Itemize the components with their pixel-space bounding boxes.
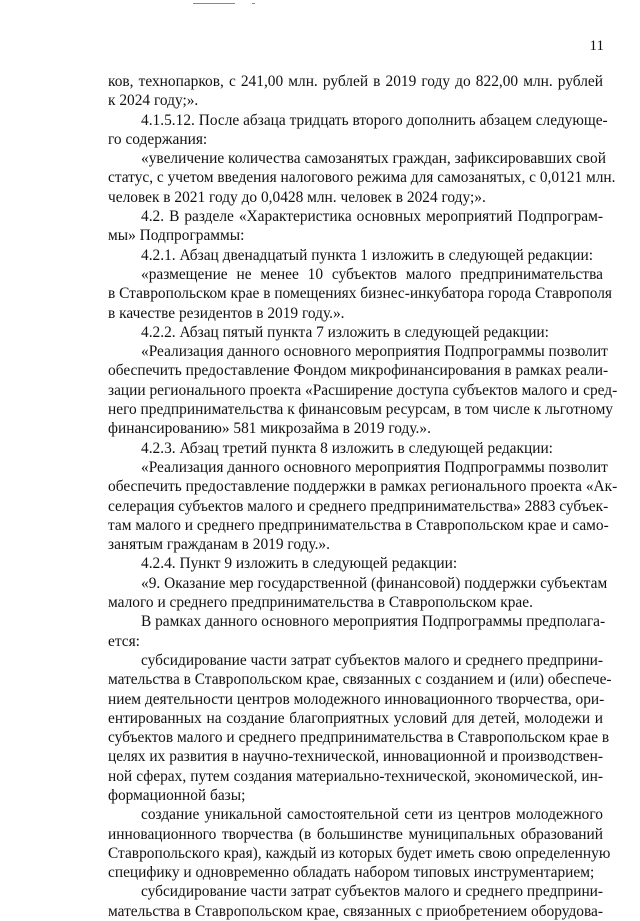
text-line: ется: [108,632,140,650]
scan-artifact [252,3,255,4]
text-line: малого и среднего предпринимательства в Ставропольском крае. [108,594,533,612]
text-line: инновационного творчества (в большинстве муниципальных образований [108,825,603,843]
text-line: обеспечить предоставление поддержки в рамках регионального проекта «Ак- [108,478,618,496]
text-line: мательства в Ставропольском крае, связанных с созданием и (или) обеспече- [108,671,612,689]
text-line: нием деятельности центров молодежного инновационного творчества, ори- [108,690,605,708]
text-line: статус, с учетом введения налогового режима для самозанятых, с 0,0121 млн. [108,169,616,187]
text-line: В рамках данного основного мероприятия Подпрограммы предполага- [141,613,606,631]
text-line: него предпринимательства к финансовым ресурсам, в том числе к льготному [108,401,614,419]
text-line: 4.2.4. Пункт 9 изложить в следующей редакции: [141,555,458,573]
text-line: специфику и одновременно обладать набором типовых инструментарием; [108,864,595,882]
text-line: ной сферах, путем создания материально-технической, экономической, ин- [108,767,603,785]
text-line: в качестве резидентов в 2019 году.». [108,304,345,322]
text-line: целях их развития в научно-технической, инновационной и производствен- [108,748,603,766]
text-line: ков, технопарков, с 241,00 млн. рублей в 2019 году до 822,00 млн. рублей [108,73,603,90]
text-line: формационной базы; [108,786,246,804]
text-line: субсидирование части затрат субъектов малого и среднего предприни- [141,883,604,901]
text-line: там малого и среднего предпринимательства в Ставропольском крае и само- [108,516,609,534]
text-line: ентированных на создание благоприятных условий для детей, молодежи и [108,709,603,727]
text-line: мательства в Ставропольском крае, связанных с приобретением оборудова- [108,902,603,920]
text-line: субсидирование части затрат субъектов малого и среднего предприни- [141,651,604,669]
document-body [108,72,618,921]
text-line: в Ставропольском крае в помещениях бизнес-инкубатора города Ставрополя [108,285,612,303]
text-line: субъектов малого и среднего предпринимательства в Ставропольском крае в [108,729,610,747]
text-line: Ставропольского края), каждый из которых будет иметь свою определенную [108,844,611,862]
text-line: 4.1.5.12. После абзаца тридцать второго дополнить абзацем следующе- [141,111,608,129]
text-line: 4.2. В разделе «Характеристика основных мероприятий Подпрограм- [141,208,603,226]
page-number: 11 [589,38,604,54]
text-line: мы» Подпрограммы: [108,227,245,245]
scan-artifact [193,3,235,4]
text-line: человек в 2021 году до 0,0428 млн. человек в 2024 году;». [108,188,486,206]
text-line: «размещение не менее 10 субъектов малого предпринимательства [141,265,603,283]
text-line: к 2024 году;». [108,92,199,110]
text-line: 4.2.2. Абзац пятый пункта 7 изложить в следующей редакции: [141,323,549,341]
text-line: 4.2.3. Абзац третий пункта 8 изложить в следующей редакции: [141,439,553,457]
text-line: «9. Оказание мер государственной (финансовой) поддержки субъектам [141,574,608,592]
text-line: создание уникальной самостоятельной сети из центров молодежного [141,806,603,824]
text-line: обеспечить предоставление Фондом микрофинансирования в рамках реали- [108,362,609,380]
text-line: 4.2.1. Абзац двенадцатый пункта 1 изложить в следующей редакции: [141,246,594,264]
text-line: зации регионального проекта «Расширение доступа субъектов малого и сред- [108,381,618,399]
text-line: «увеличение количества самозанятых граждан, зафиксировавших свой [141,150,606,168]
text-line: «Реализация данного основного мероприятия Подпрограммы позволит [141,458,608,476]
text-line: селерация субъектов малого и среднего предпринимательства» 2883 субъек- [108,497,609,515]
text-line: «Реализация данного основного мероприятия Подпрограммы позволит [141,343,608,361]
text-line: го содержания: [108,130,208,148]
text-line: занятым гражданам в 2019 году.». [108,536,330,554]
text-line: финансированию» 581 микрозайма в 2019 году.». [108,420,431,438]
